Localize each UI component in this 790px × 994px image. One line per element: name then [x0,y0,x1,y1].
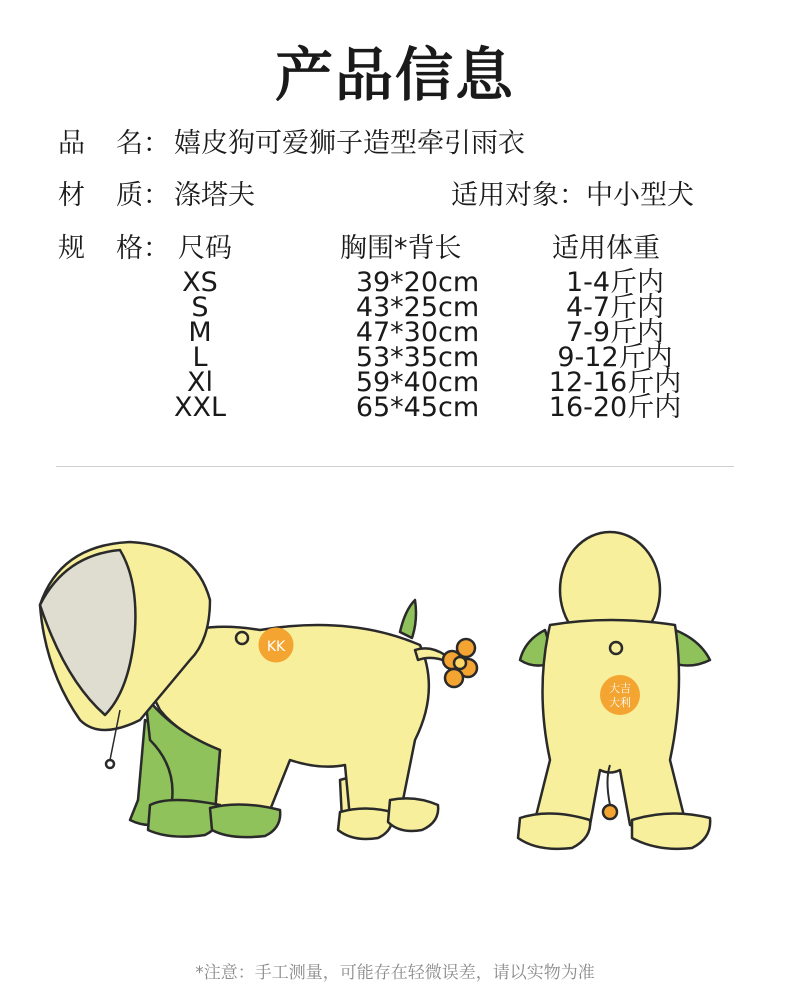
size-cell: Xl [187,367,213,398]
dim-cell: 53*35cm [355,342,480,373]
material-label-1: 材 [58,180,85,211]
section-divider [56,466,734,467]
name-label-2: 名： [116,128,170,159]
chest-back-column [340,267,495,423]
header-size: 尺码 [178,233,232,264]
size-cell: L [192,342,208,373]
material-row [58,179,255,213]
dim-cell: 47*30cm [355,317,480,348]
weight-cell: 9-12斤内 [557,342,673,373]
spec-label-1: 规 [58,233,85,264]
weight-cell: 16-20斤内 [548,392,682,423]
weight-cell: 4-7斤内 [565,292,665,323]
target-label: 适用对象： [451,180,586,211]
kk-badge-text: KK [266,639,286,655]
target-row [451,179,694,213]
spec-label-2: 格： [116,233,170,264]
size-cell: M [188,317,212,348]
size-cell: S [191,292,209,323]
size-cell: XXL [173,392,227,423]
dim-cell: 39*20cm [355,267,480,298]
weight-cell: 12-16斤内 [548,367,682,398]
header-weight: 适用体重 [552,233,660,264]
dim-cell: 59*40cm [355,367,480,398]
product-name-value: 嬉皮狗可爱狮子造型牵引雨衣 [174,128,525,159]
dim-cell: 43*25cm [355,292,480,323]
lucky-badge-icon [600,675,640,715]
weight-column [530,267,700,423]
raincoat-illustration [20,520,770,880]
dim-cell: 65*45cm [355,392,480,423]
lucky-badge-line1: 大吉 [609,682,631,695]
target-value: 中小型犬 [586,180,694,211]
material-label-2: 质： [116,180,170,211]
spec-row [58,232,174,266]
lucky-badge-line2: 大利 [609,696,631,709]
material-value: 涤塔夫 [174,180,255,211]
product-name-row [58,127,525,161]
weight-cell: 7-9斤内 [565,317,665,348]
size-cell: XS [182,267,218,298]
raincoat-side-view [40,542,477,839]
measurement-note: *注意：手工测量，可能存在轻微误差，请以实物为准 [195,963,595,983]
page-title: 产品信息 [274,41,515,109]
name-label-1: 品 [58,128,85,159]
header-chest-back: 胸围*背长 [340,233,462,264]
weight-cell: 1-4斤内 [565,267,665,298]
size-column [150,267,250,423]
